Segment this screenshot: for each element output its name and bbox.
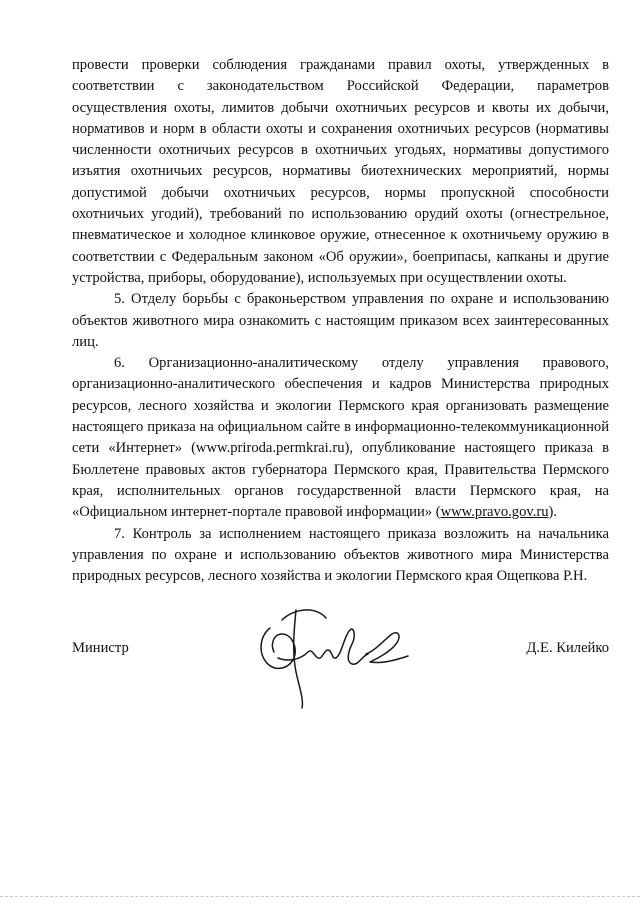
signatory-name: Д.Е. Килейко	[526, 640, 609, 656]
document-body	[72, 55, 609, 587]
paragraph-7: 7. Контроль за исполнением настоящего приказа возложить на начальника управления по охране и использованию объектов животного мира Министерства природных ресурсов, лесного хозяйства и экологии Пермского края Ощепкова Р.Н.	[72, 525, 609, 585]
pravo-gov-link[interactable]: www.pravo.gov.ru	[440, 504, 549, 521]
paragraph-6	[72, 353, 609, 523]
paragraph-continuation: провести проверки соблюдения гражданами правил охоты, утвержденных в соответствии с законодательством Российской Федерации, параметров осуществления охоты, лимитов добычи охотничьих ресурсов и квоты их добычи, нормативов и норм в области охоты и сохранения охотничьих ресурсов (нормативы численности охотничьих ресурсов в охотничьих угодьях, нормативы допустимого изъятия охотничьих ресурсов, нормативы биотехнических мероприятий, нормы допустимой добычи охотничьих ресурсов, нормы пропускной способности охотничьих угодий), требований по использованию орудий охоты (огнестрельное, пневматическое и холодное клинковое оружие, отнесенное к охотничьему оружию в соответствии с Федеральным законом «Об оружии», боеприпасы, капканы и другие устройства, приборы, оборудование), используемых при осуществлении охоты.	[72, 57, 609, 286]
signatory-title: Министр	[72, 640, 129, 656]
signature-tail-stroke	[366, 633, 408, 663]
signature-cursive-stroke	[278, 629, 368, 664]
paragraph-5: 5. Отделу борьбы с браконьерством управления по охране и использованию объектов животного мира ознакомить с настоящим приказом всех заинтересованных лиц.	[72, 291, 609, 350]
handwritten-signature	[252, 600, 412, 712]
paragraph-6-end: ).	[548, 504, 558, 521]
signature-top-flourish	[282, 610, 326, 620]
signature-initial-stroke	[261, 628, 295, 668]
paragraph-6-text: 6. Организационно-аналитическому отделу управления правового, организационно-аналитического обеспечения и кадров Министерства природных ресурсов, лесного хозяйства и экологии Пермского края организовать размещение настоящего приказа на официальном сайте в информационно-телекоммуникационной сети «Интернет» (www.priroda.permkrai.ru), опубликование настоящего приказа в Бюллетене правовых актов губернатора Пермского края, Правительства Пермского края, исполнительных органов государственной власти Пермского края, на «Официальном интернет-портале правовой информации» (	[72, 355, 609, 521]
